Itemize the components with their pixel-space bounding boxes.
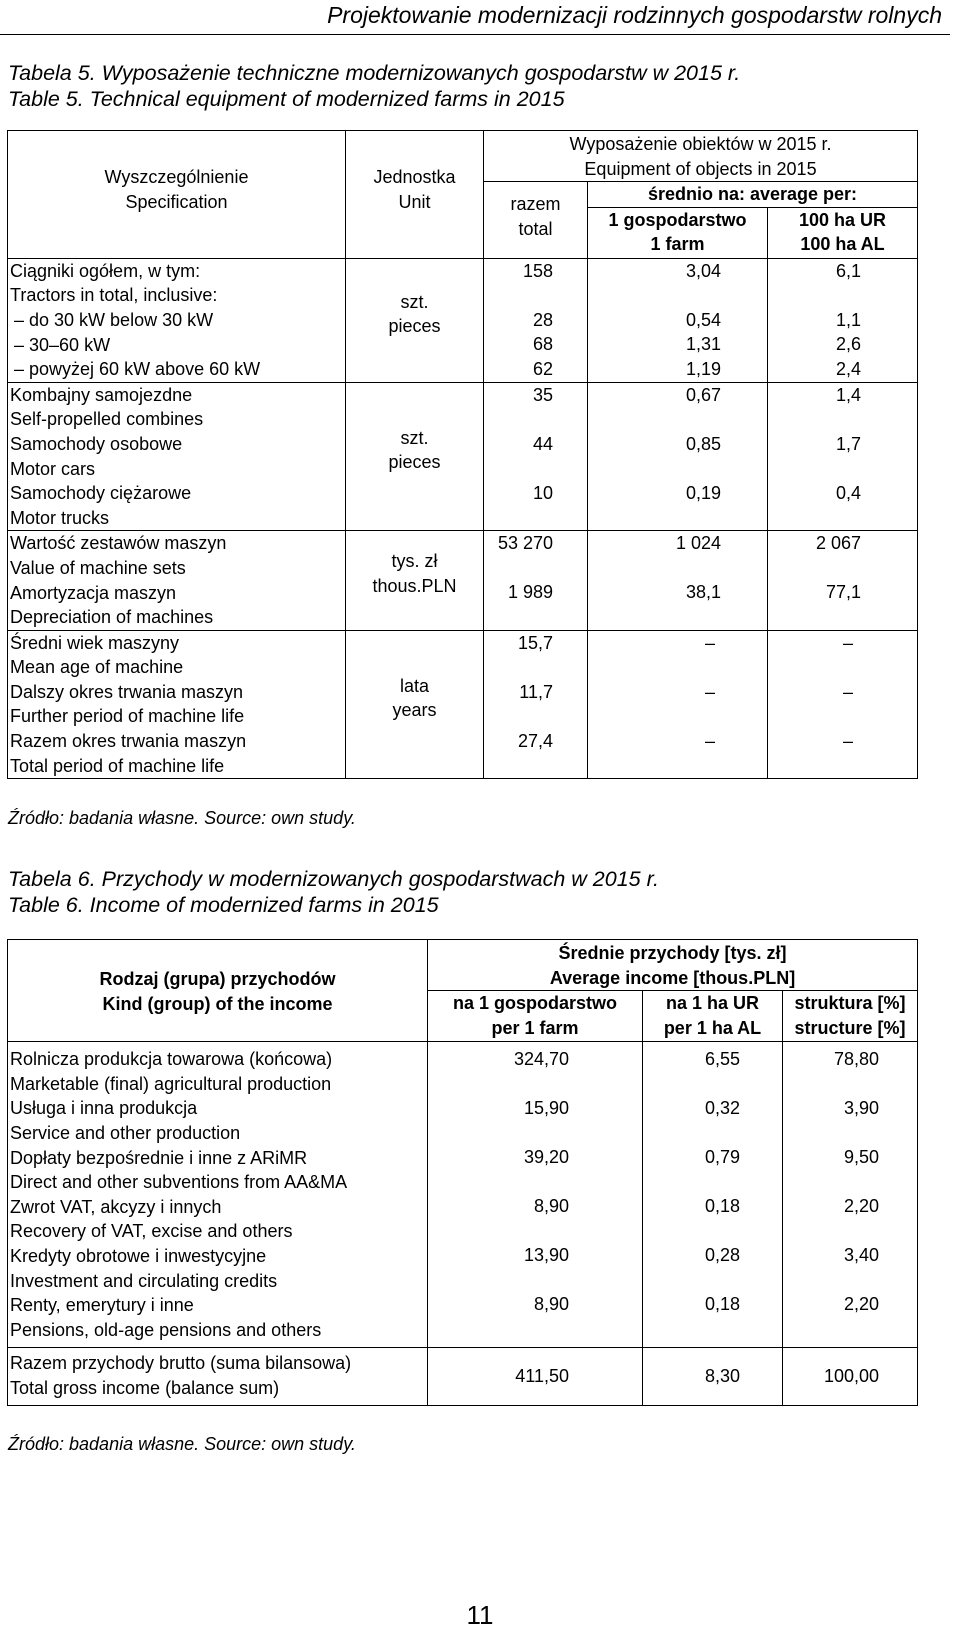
t5-unit: thous.PLN xyxy=(372,575,457,596)
t5-value: 1,4 xyxy=(835,384,862,405)
t6-value: 6,55 xyxy=(704,1049,740,1070)
t6-label: Service and other production xyxy=(10,1122,241,1143)
t5-label: Kombajny samojezdne xyxy=(10,384,193,405)
t5-label: Depreciation of machines xyxy=(10,607,214,628)
t6-head-farm-pl: na 1 gospodarstwo xyxy=(452,993,618,1014)
table5 xyxy=(7,130,918,779)
table6 xyxy=(7,939,918,1406)
t5-value: – xyxy=(704,730,715,751)
t6-head-struct xyxy=(783,991,918,1042)
t5-group-age-ha xyxy=(768,630,918,779)
t6-total-row xyxy=(8,1348,918,1406)
t5-value: 1,19 xyxy=(685,358,721,379)
t5-group-tractors-farm xyxy=(588,258,768,382)
t5-unit: tys. zł xyxy=(391,551,438,572)
t5-label: – powyżej 60 kW above 60 kW xyxy=(14,359,261,380)
t6-value: 78,80 xyxy=(833,1049,879,1070)
t5-group-age-labels xyxy=(8,630,346,779)
t5-head-spec-pl: Wyszczególnienie xyxy=(104,167,249,187)
t5-label: Samochody osobowe xyxy=(10,433,183,454)
t6-value: 39,20 xyxy=(523,1147,569,1168)
t5-head-ha xyxy=(768,207,918,258)
t5-group-tractors-total xyxy=(484,258,588,382)
t5-head-farm xyxy=(588,207,768,258)
t5-value: 53 270 xyxy=(497,533,553,554)
t5-label: – do 30 kW below 30 kW xyxy=(14,309,214,330)
t6-head-farm xyxy=(428,991,643,1042)
page-number: 11 xyxy=(466,1600,494,1630)
t5-label: Motor cars xyxy=(10,458,96,479)
t5-head-equip xyxy=(484,131,918,182)
t6-head-struct-en: structure [%] xyxy=(794,1017,906,1038)
t6-value: 0,18 xyxy=(704,1196,740,1217)
t6-value: 3,40 xyxy=(843,1245,879,1266)
t5-value: 38,1 xyxy=(685,582,721,603)
running-header xyxy=(0,0,950,35)
t5-value: 1,7 xyxy=(835,433,862,454)
t5-head-total xyxy=(484,182,588,259)
t5-label: Mean age of machine xyxy=(10,657,184,678)
t5-value: 1 989 xyxy=(507,582,553,603)
t6-total-struct: 100,00 xyxy=(783,1348,918,1406)
table6-caption-en: Table 6. Income of modernized farms in 2015 xyxy=(8,893,439,917)
t6-body-struct xyxy=(783,1042,918,1348)
t6-value: 2,20 xyxy=(843,1294,879,1315)
t5-label: Tractors in total, inclusive: xyxy=(10,285,218,306)
t5-group-value-unit xyxy=(346,531,484,630)
t6-head-ha-en: per 1 ha AL xyxy=(663,1017,762,1038)
table5-caption-pl: Tabela 5. Wyposażenie techniczne modernizowanych gospodarstw w 2015 r. xyxy=(8,61,741,85)
t5-head-spec-en: Specification xyxy=(125,191,228,212)
t5-label: Samochody ciężarowe xyxy=(10,483,192,504)
t5-head-equip-pl: Wyposażenie obiektów w 2015 r. xyxy=(569,134,832,154)
t5-head-total-en: total xyxy=(518,218,553,239)
t5-value: – xyxy=(843,632,854,653)
t5-value: 62 xyxy=(532,358,553,379)
t6-head-avg-en: Average income [thous.PLN] xyxy=(549,967,796,988)
t6-body-farm xyxy=(428,1042,643,1348)
t5-label: Dalszy okres trwania maszyn xyxy=(10,681,244,702)
t5-label: Total period of machine life xyxy=(10,755,225,776)
t5-value: 0,67 xyxy=(685,384,721,405)
t5-value: 0,85 xyxy=(685,433,721,454)
t6-head-kind-pl: Rodzaj (grupa) przychodów xyxy=(99,969,336,989)
t5-value: 15,7 xyxy=(517,632,553,653)
t5-group-tractors-labels xyxy=(8,258,346,382)
t5-head-ha-en: 100 ha AL xyxy=(800,234,885,255)
t5-head-spec xyxy=(8,131,346,259)
t5-group-tractors-unit xyxy=(346,258,484,382)
t5-label: Motor trucks xyxy=(10,507,110,528)
t6-head-ha-pl: na 1 ha UR xyxy=(665,993,760,1014)
t5-value: 0,4 xyxy=(835,482,862,503)
t5-unit: pieces xyxy=(388,452,441,473)
t5-value: 158 xyxy=(522,260,553,281)
t6-label: Razem przychody brutto (suma bilansowa) xyxy=(10,1353,352,1374)
t6-head-avg-pl: Średnie przychody [tys. zł] xyxy=(558,943,787,963)
t6-total-farm: 411,50 xyxy=(428,1348,643,1406)
t6-body-ha xyxy=(643,1042,783,1348)
t6-value: 0,28 xyxy=(704,1245,740,1266)
t6-body xyxy=(8,1042,918,1348)
t6-label: Total gross income (balance sum) xyxy=(10,1377,280,1398)
t5-head-unit-pl: Jednostka xyxy=(373,167,456,187)
t5-group-value xyxy=(8,531,918,630)
table6-source: Źródło: badania własne. Source: own study. xyxy=(8,1434,356,1454)
t5-unit: pieces xyxy=(388,316,441,337)
t5-group-vehicles-unit xyxy=(346,382,484,531)
t5-group-age-total xyxy=(484,630,588,779)
t5-head-avg: średnio na: average per: xyxy=(588,182,918,208)
t5-value: 35 xyxy=(532,384,553,405)
t5-value: 28 xyxy=(532,309,553,330)
t5-group-age-unit xyxy=(346,630,484,779)
t5-label: Further period of machine life xyxy=(10,706,245,727)
t5-group-value-ha xyxy=(768,531,918,630)
t6-head-ha xyxy=(643,991,783,1042)
t6-label: Zwrot VAT, akcyzy i innych xyxy=(10,1196,222,1217)
t5-value: 0,19 xyxy=(685,482,721,503)
t6-value: 8,90 xyxy=(533,1196,569,1217)
t6-value: 3,90 xyxy=(843,1098,879,1119)
table6-caption-pl: Tabela 6. Przychody w modernizowanych gospodarstwach w 2015 r. xyxy=(8,867,659,891)
t5-group-age xyxy=(8,630,918,779)
t6-value: 324,70 xyxy=(513,1049,569,1070)
t5-label: Value of machine sets xyxy=(10,557,186,578)
t6-total-labels xyxy=(8,1348,428,1406)
t5-group-vehicles-total xyxy=(484,382,588,531)
t5-value: 6,1 xyxy=(835,260,862,281)
t5-unit: years xyxy=(392,700,437,721)
t6-value: 8,90 xyxy=(533,1294,569,1315)
t6-label: Kredyty obrotowe i inwestycyjne xyxy=(10,1245,267,1266)
t5-unit: szt. xyxy=(400,427,429,448)
t6-value: 0,32 xyxy=(704,1098,740,1119)
t5-group-value-total xyxy=(484,531,588,630)
t5-head-total-pl: razem xyxy=(510,194,561,215)
t5-value: – xyxy=(704,632,715,653)
t5-unit: lata xyxy=(399,675,430,696)
t5-value: 77,1 xyxy=(825,582,862,603)
t6-head-avg xyxy=(428,940,918,991)
t5-value: – xyxy=(843,681,854,702)
t6-value: 13,90 xyxy=(523,1245,569,1266)
t5-group-tractors-ha xyxy=(768,258,918,382)
t5-head-ha-pl: 100 ha UR xyxy=(798,209,887,230)
t5-value: 2,4 xyxy=(835,358,862,379)
t6-head-kind-en: Kind (group) of the income xyxy=(102,993,333,1014)
t5-unit: szt. xyxy=(400,291,429,312)
t5-label: – 30–60 kW xyxy=(14,334,111,355)
table5-source: Źródło: badania własne. Source: own study. xyxy=(8,808,356,828)
t6-label: Rolnicza produkcja towarowa (końcowa) xyxy=(10,1049,333,1070)
t5-head-farm-en: 1 farm xyxy=(650,234,705,255)
t5-group-vehicles xyxy=(8,382,918,531)
t5-head-unit xyxy=(346,131,484,259)
t6-value: 2,20 xyxy=(843,1196,879,1217)
t6-value: 0,18 xyxy=(704,1294,740,1315)
t5-value: 1 024 xyxy=(675,533,721,554)
t5-value: 1,31 xyxy=(685,334,721,355)
t6-value: 9,50 xyxy=(843,1147,879,1168)
t6-value: 15,90 xyxy=(523,1098,569,1119)
t6-value: 0,79 xyxy=(704,1147,740,1168)
t5-group-vehicles-labels xyxy=(8,382,346,531)
t6-label: Recovery of VAT, excise and others xyxy=(10,1221,293,1242)
t5-value: 1,1 xyxy=(835,309,862,330)
t5-group-age-farm xyxy=(588,630,768,779)
table5-caption-en: Table 5. Technical equipment of modernized farms in 2015 xyxy=(8,87,565,111)
t6-label: Pensions, old-age pensions and others xyxy=(10,1319,322,1340)
t5-label: Razem okres trwania maszyn xyxy=(10,731,247,752)
t5-value: – xyxy=(843,730,854,751)
t5-value: 3,04 xyxy=(685,260,721,281)
t5-group-vehicles-ha xyxy=(768,382,918,531)
t5-head-unit-en: Unit xyxy=(398,191,431,212)
t5-label: Średni wiek maszyny xyxy=(10,632,180,653)
t5-value: 2 067 xyxy=(815,533,862,554)
t5-value: – xyxy=(704,681,715,702)
t5-value: 0,54 xyxy=(685,309,721,330)
t6-label: Marketable (final) agricultural production xyxy=(10,1073,332,1094)
t5-label: Wartość zestawów maszyn xyxy=(10,533,227,554)
t6-total-ha: 8,30 xyxy=(643,1348,783,1406)
t6-head-kind xyxy=(8,940,428,1042)
t5-group-value-farm xyxy=(588,531,768,630)
t5-value: 2,6 xyxy=(835,334,862,355)
t5-group-tractors xyxy=(8,258,918,382)
t5-group-vehicles-farm xyxy=(588,382,768,531)
t5-value: 27,4 xyxy=(517,730,553,751)
t5-value: 44 xyxy=(532,433,553,454)
t6-label: Direct and other subventions from AA&MA xyxy=(10,1172,348,1193)
table6-caption xyxy=(8,866,659,918)
running-title: Projektowanie modernizacji rodzinnych gospodarstw rolnych xyxy=(327,2,942,28)
t5-label: Self-propelled combines xyxy=(10,409,204,430)
t6-label: Renty, emerytury i inne xyxy=(10,1295,194,1316)
t6-body-labels xyxy=(8,1042,428,1348)
t6-label: Investment and circulating credits xyxy=(10,1270,278,1291)
t6-label: Dopłaty bezpośrednie i inne z ARiMR xyxy=(10,1147,308,1168)
t5-head-farm-pl: 1 gospodarstwo xyxy=(608,209,747,230)
t6-head-struct-pl: struktura [%] xyxy=(794,993,906,1014)
t5-label: Ciągniki ogółem, w tym: xyxy=(10,260,201,281)
t5-value: 10 xyxy=(532,482,553,503)
t6-head-farm-en: per 1 farm xyxy=(491,1017,579,1038)
t5-value: 68 xyxy=(532,334,553,355)
table5-caption xyxy=(8,60,740,112)
t5-value: 11,7 xyxy=(519,681,553,702)
t5-label: Amortyzacja maszyn xyxy=(10,582,177,603)
t5-group-value-labels xyxy=(8,531,346,630)
t6-label: Usługa i inna produkcja xyxy=(10,1098,198,1119)
t5-head-equip-en: Equipment of objects in 2015 xyxy=(584,158,817,179)
